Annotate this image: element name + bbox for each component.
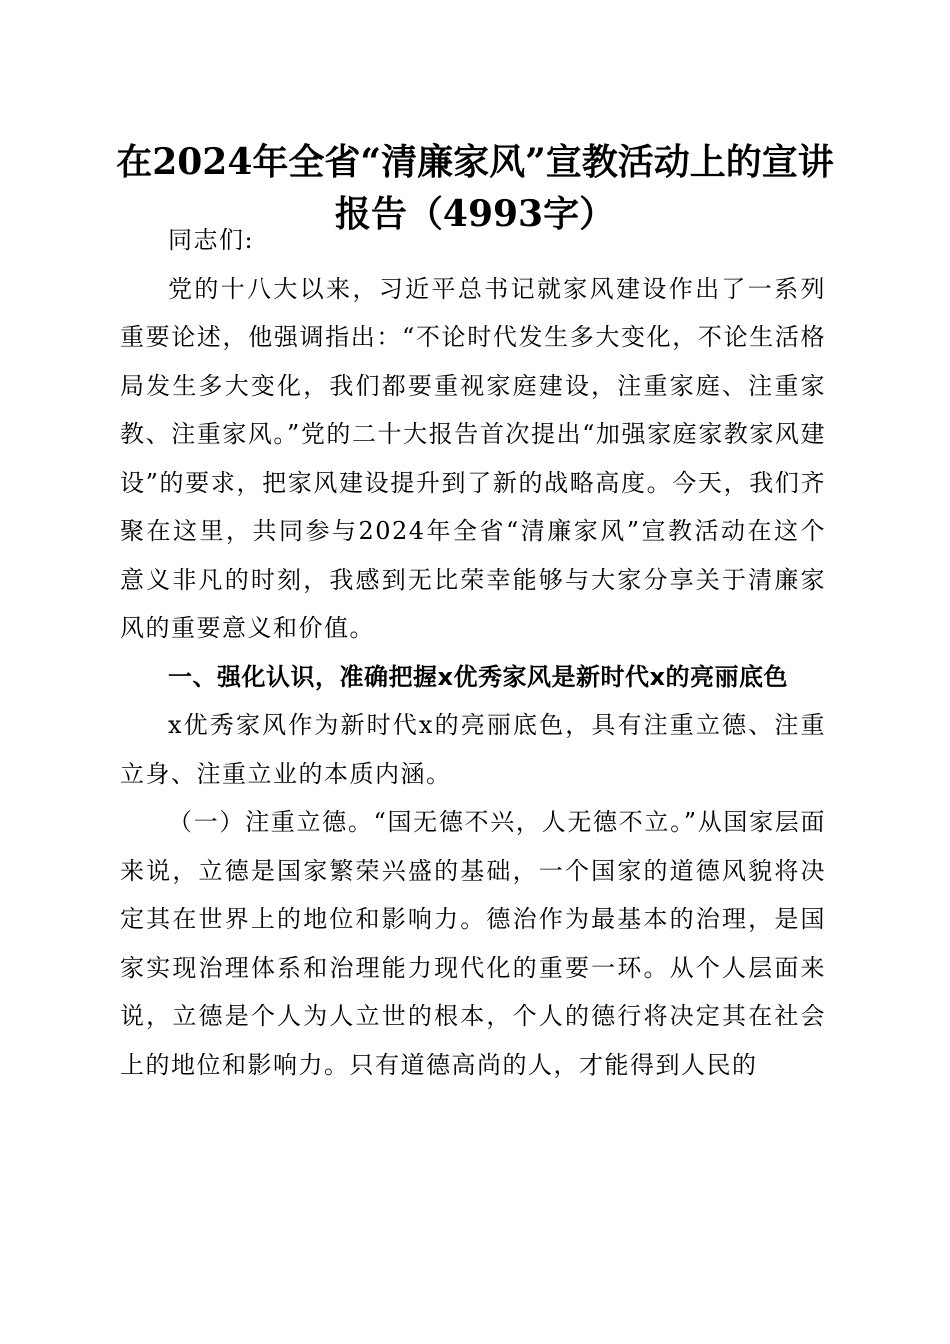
section-heading-1: 一、强化认识，准确把握x优秀家风是新时代x的亮丽底色 [168, 662, 788, 691]
paragraph-intro: 党的十八大以来，习近平总书记就家风建设作出了一系列重要论述，他强调指出：“不论时代发生多大变化，不论生活格局发生多大变化，我们都要重视家庭建设，注重家庭、注重家教、注重家风。”党的二十大报告首次提出“加强家庭家教家风建设”的要求，把家风建设提升到了新的战略高度。今天，我们齐聚在这里，共同参与2024年全省“清廉家风”宣教活动在这个意义非凡的时刻，我感到无比荣幸能够与大家分享关于清廉家风的重要意义和价值。 [120, 274, 826, 642]
document-body [120, 216, 826, 1089]
section-intro-paragraph: x优秀家风作为新时代x的亮丽底色，具有注重立德、注重立身、注重立业的本质内涵。 [120, 711, 826, 788]
subsection-paragraph-1: （一）注重立德。“国无德不兴，人无德不立。”从国家层面来说，立德是国家繁荣兴盛的基础，一个国家的道德风貌将决定其在世界上的地位和影响力。德治作为最基本的治理，是国家实现治理体系和治理能力现代化的重要一环。从个人层面来说，立德是个人为人立世的根本，个人的德行将决定其在社会上的地位和影响力。只有道德高尚的人，才能得到人民的 [120, 808, 826, 1079]
salutation: 同志们: [168, 226, 255, 254]
document-title: 在2024年全省“清廉家风”宣教活动上的宣讲报告（4993字） [116, 141, 834, 235]
